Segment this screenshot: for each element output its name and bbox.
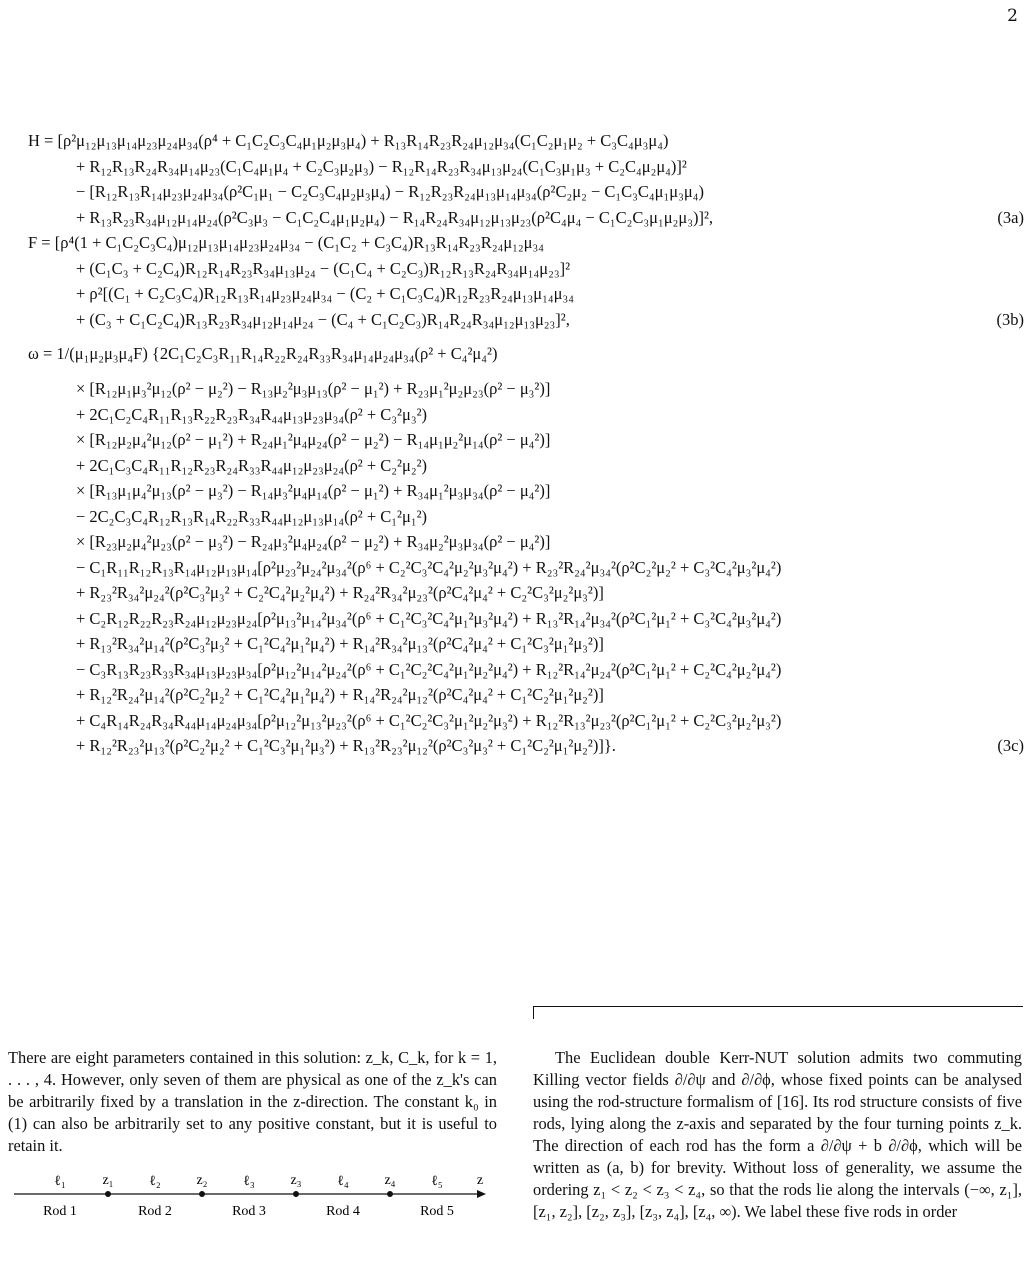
equation-line — [20, 376, 1024, 402]
left-paragraph: There are eight parameters contained in this solution: z_k, C_k, for k = 1, . . . , 4. However, only seven of them are physical as one of the z_k's can be arbitrarily fixed by a translation in the z-direction. The constant k₀ in (1) can also be arbitrarily set to any positive constant, but it is useful to retain it. — [8, 1048, 497, 1155]
equation-text: + 2C₁C₂C₄R₁₁R₁₃R₂₂R₂₃R₃₄R₄₄μ₁₃μ₂₃μ₃₄(ρ² + C₃²μ₃²) — [76, 404, 428, 424]
axis-label: z — [476, 1173, 484, 1188]
column-rule — [533, 1006, 1023, 1019]
equation-text: + (C₁C₃ + C₂C₄)R₁₂R₁₄R₂₃R₃₄μ₁₃μ₂₄ − (C₁C₄ + C₂C₃)R₁₂R₁₃R₂₄R₃₄μ₁₄μ₂₃]² — [76, 258, 571, 278]
equation-text: × [R₁₂μ₁μ₃²μ₁₂(ρ² − μ₂²) − R₁₃μ₂²μ₃μ₁₃(ρ² − μ₁²) + R₂₃μ₁²μ₂μ₂₃(ρ² − μ₃²)] — [76, 379, 551, 398]
rod-label: Rod 3 — [232, 1204, 266, 1219]
equation-text: − C₃R₁₃R₂₃R₃₃R₃₄μ₁₃μ₂₃μ₃₄[ρ²μ₁₂²μ₁₄²μ₂₄²(ρ⁶ + C₁²C₂²C₄²μ₁²μ₂²μ₄²) + R₁₂²R₁₄²μ₂₄²(ρ²C₁²μ₁² + C₂²C₄²μ₂²μ₄²) — [76, 659, 782, 679]
turning-point-label: z₃ — [290, 1173, 302, 1188]
turning-point — [387, 1191, 393, 1197]
equation-block — [20, 128, 1024, 759]
equation-text: + C₂R₁₂R₂₂R₂₃R₂₄μ₁₂μ₂₃μ₂₄[ρ²μ₁₃²μ₁₄²μ₃₄²(ρ⁶ + C₁²C₃²C₄²μ₁²μ₃²μ₄²) + R₁₃²R₁₄²μ₃₄²(ρ²C₁²μ₁² + C₃²C₄²μ₃²μ₄²) — [76, 608, 782, 628]
equation-text: + (C₃ + C₁C₂C₄)R₁₃R₂₃R₃₄μ₁₂μ₁₄μ₂₄ − (C₄ + C₁C₂C₃)R₁₄R₂₄R₃₄μ₁₂μ₁₃μ₂₃]², — [76, 309, 570, 329]
right-column — [533, 1047, 1022, 1223]
rod-length-label: ℓ₃ — [243, 1174, 255, 1189]
left-column — [8, 1047, 497, 1157]
equation-text: + R₂₃²R₃₄²μ₂₄²(ρ²C₃²μ₃² + C₂²C₄²μ₂²μ₄²) + R₂₄²R₃₄²μ₂₃²(ρ²C₄²μ₄² + C₂²C₃²μ₂²μ₃²)] — [76, 583, 604, 602]
equation-text: + R₁₂²R₂₃²μ₁₃²(ρ²C₂²μ₂² + C₁²C₃²μ₁²μ₃²) + R₁₃²R₂₃²μ₁₂²(ρ²C₃²μ₃² + C₁²C₂²μ₁²μ₂²)]}. — [76, 736, 616, 755]
axis-arrow — [477, 1190, 486, 1198]
equation-text: + R₁₂²R₂₄²μ₁₄²(ρ²C₂²μ₂² + C₁²C₄²μ₁²μ₄²) + R₁₄²R₂₄²μ₁₂²(ρ²C₄²μ₄² + C₁²C₂²μ₁²μ₂²)] — [76, 685, 604, 704]
equation-line — [20, 230, 1024, 256]
equation-text: + C₄R₁₄R₂₄R₃₄R₄₄μ₁₄μ₂₄μ₃₄[ρ²μ₁₂²μ₁₃²μ₂₃²(ρ⁶ + C₁²C₂²C₃²μ₁²μ₂²μ₃²) + R₁₂²R₁₃²μ₂₃²(ρ²C₁²μ₁² + C₂²C₃²μ₂²μ₃²) — [76, 710, 782, 730]
turning-point-label: z₄ — [384, 1173, 396, 1188]
equation-line — [20, 657, 1024, 683]
equation-line — [20, 733, 1024, 759]
equation-line — [20, 128, 1024, 154]
rod-label: Rod 1 — [43, 1204, 77, 1219]
equation-text: ω = 1/(μ₁μ₂μ₃μ₄F) {2C₁C₂C₃R₁₁R₁₄R₂₂R₂₄R₃₃R₃₄μ₁₄μ₂₄μ₃₄(ρ² + C₄²μ₄²) — [28, 344, 498, 363]
equation-text: + 2C₁C₃C₄R₁₁R₁₂R₂₃R₂₄R₃₃R₄₄μ₁₂μ₂₃μ₂₄(ρ² + C₂²μ₂²) — [76, 455, 428, 475]
turning-point-label: z₁ — [102, 1173, 114, 1188]
rod-length-label: ℓ₂ — [149, 1174, 161, 1189]
turning-point — [293, 1191, 299, 1197]
equation-line — [20, 427, 1024, 453]
equation-line — [20, 453, 1024, 479]
equation-text: F = [ρ⁴(1 + C₁C₂C₃C₄)μ₁₂μ₁₃μ₁₄μ₂₃μ₂₄μ₃₄ − (C₁C₂ + C₃C₄)R₁₃R₁₄R₂₃R₂₄μ₁₂μ₃₄ — [28, 233, 545, 252]
equation-text: + ρ²[(C₁ + C₂C₃C₄)R₁₂R₁₃R₁₄μ₂₃μ₂₄μ₃₄ − (C₂ + C₁C₃C₄)R₁₂R₂₃R₂₄μ₁₃μ₁₄μ₃₄ — [76, 284, 574, 303]
rod-label: Rod 4 — [326, 1204, 360, 1219]
equation-line — [20, 529, 1024, 555]
equation-line — [20, 179, 1024, 205]
equation-line — [20, 708, 1024, 734]
equation-text: + R₁₃R₂₃R₃₄μ₁₂μ₁₄μ₂₄(ρ²C₃μ₃ − C₁C₂C₄μ₁μ₂μ₄) − R₁₄R₂₄R₃₄μ₁₂μ₁₃μ₂₃(ρ²C₄μ₄ − C₁C₂C₃μ₁μ₂μ₃)]², — [76, 207, 714, 227]
equation-text: H = [ρ²μ₁₂μ₁₃μ₁₄μ₂₃μ₂₄μ₃₄(ρ⁴ + C₁C₂C₃C₄μ₁μ₂μ₃μ₄) + R₁₃R₁₄R₂₃R₂₄μ₁₂μ₃₄(C₁C₂μ₁μ₂ + C₃C₄μ₃μ₄) — [28, 131, 669, 150]
equation-text: × [R₁₂μ₂μ₄²μ₁₂(ρ² − μ₁²) + R₂₄μ₁²μ₄μ₂₄(ρ² − μ₂²) − R₁₄μ₁μ₂²μ₁₄(ρ² − μ₄²)] — [76, 430, 551, 449]
equation-line — [20, 504, 1024, 530]
equation-line — [20, 606, 1024, 632]
equation-line — [20, 307, 1024, 333]
equation-line — [20, 555, 1024, 581]
rod-label: Rod 2 — [138, 1204, 172, 1219]
page-number: 2 — [1007, 6, 1018, 26]
equation-line — [20, 256, 1024, 282]
equation-text: + R₁₃²R₃₄²μ₁₄²(ρ²C₃²μ₃² + C₁²C₄²μ₁²μ₄²) + R₁₄²R₃₄²μ₁₃²(ρ²C₄²μ₄² + C₁²C₃²μ₁²μ₃²)] — [76, 634, 604, 653]
equation-text: − C₁R₁₁R₁₂R₁₃R₁₄μ₁₂μ₁₃μ₁₄[ρ²μ₂₃²μ₂₄²μ₃₄²(ρ⁶ + C₂²C₃²C₄²μ₂²μ₃²μ₄²) + R₂₃²R₂₄²μ₃₄²(ρ²C₂²μ₂² + C₃²C₄²μ₃²μ₄²) — [76, 557, 782, 577]
equation-line — [20, 478, 1024, 504]
equation-text: − 2C₂C₃C₄R₁₂R₁₃R₁₄R₂₂R₃₃R₄₄μ₁₂μ₁₃μ₁₄(ρ² + C₁²μ₁²) — [76, 506, 428, 526]
equation-tag: (3a) — [997, 207, 1024, 227]
equation-text: × [R₁₃μ₁μ₄²μ₁₃(ρ² − μ₃²) − R₁₄μ₃²μ₄μ₁₄(ρ² − μ₁²) + R₃₄μ₁²μ₃μ₃₄(ρ² − μ₄²)] — [76, 481, 551, 500]
equation-line — [20, 402, 1024, 428]
rod-length-label: ℓ₁ — [54, 1174, 66, 1189]
equation-line — [20, 580, 1024, 606]
rod-length-label: ℓ₄ — [337, 1174, 349, 1189]
equation-line — [20, 332, 1024, 376]
equation-tag: (3b) — [996, 309, 1024, 329]
equation-line — [20, 631, 1024, 657]
turning-point — [105, 1191, 111, 1197]
equation-text: × [R₂₃μ₂μ₄²μ₂₃(ρ² − μ₃²) − R₂₄μ₃²μ₄μ₂₄(ρ² − μ₂²) + R₃₄μ₂²μ₃μ₃₄(ρ² − μ₄²)] — [76, 532, 551, 551]
rod-structure-diagram — [10, 1168, 490, 1228]
turning-point — [199, 1191, 205, 1197]
equation-line — [20, 154, 1024, 180]
rod-diagram-svg — [10, 1168, 490, 1228]
rod-length-label: ℓ₅ — [431, 1174, 443, 1189]
equation-tag: (3c) — [997, 736, 1024, 755]
equation-text: + R₁₂R₁₃R₂₄R₃₄μ₁₄μ₂₃(C₁C₄μ₁μ₄ + C₂C₃μ₂μ₃) − R₁₂R₁₄R₂₃R₃₄μ₁₃μ₂₄(C₁C₃μ₁μ₃ + C₂C₄μ₂μ₄)]² — [76, 156, 687, 176]
right-paragraph: The Euclidean double Kerr-NUT solution admits two commuting Killing vector fields ∂/∂ψ and ∂/∂ϕ, whose fixed points can be analysed using the rod-structure formalism of [16]. Its rod structure consists of five rods, lying along the z-axis and separated by the four turning points z_k. The direction of each rod has the form a ∂/∂ψ + b ∂/∂ϕ, which will be written as (a, b) for brevity. Without loss of generality, we assume the ordering z₁ < z₂ < z₃ < z₄, so that the rods lie along the intervals (−∞, z₁], [z₁, z₂], [z₂, z₃], [z₃, z₄], [z₄, ∞). We label these five rods in order — [533, 1048, 1022, 1221]
equation-line — [20, 682, 1024, 708]
equation-line — [20, 281, 1024, 307]
equation-text: − [R₁₂R₁₃R₁₄μ₂₃μ₂₄μ₃₄(ρ²C₁μ₁ − C₂C₃C₄μ₂μ₃μ₄) − R₁₂R₂₃R₂₄μ₁₃μ₁₄μ₃₄(ρ²C₂μ₂ − C₁C₃C₄μ₁μ₃μ₄) — [76, 182, 704, 201]
equation-line — [20, 205, 1024, 231]
turning-point-label: z₂ — [196, 1173, 208, 1188]
rod-label: Rod 5 — [420, 1204, 454, 1219]
